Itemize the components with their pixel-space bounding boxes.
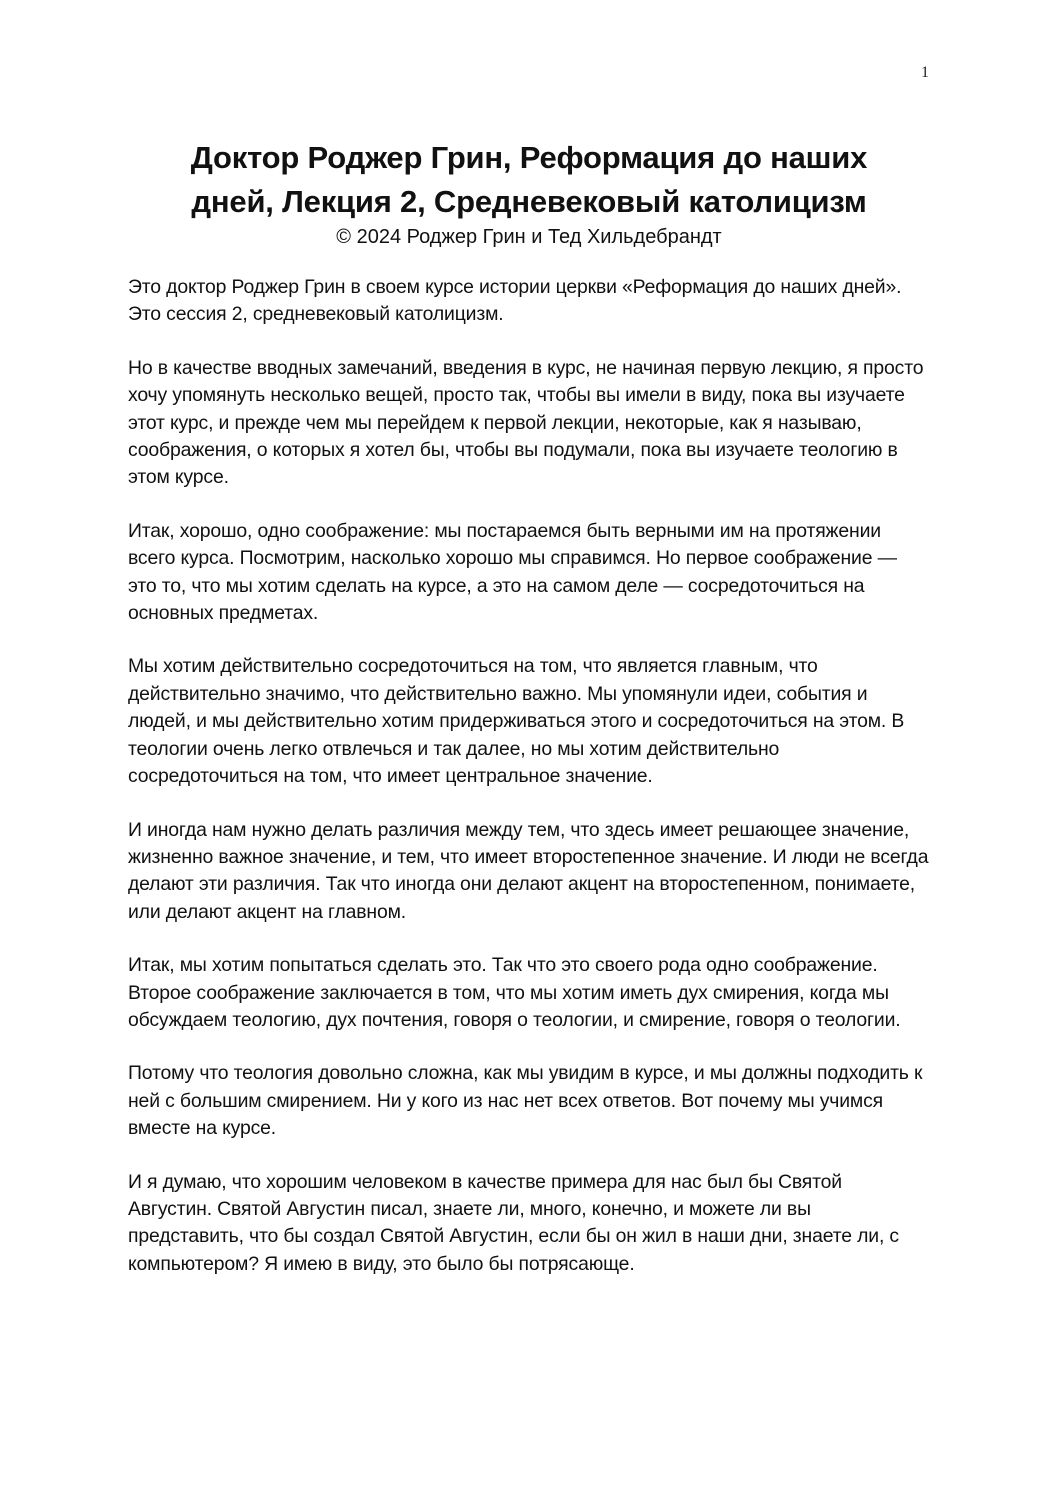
paragraph-4: Мы хотим действительно сосредоточиться на том, что является главным, что действительно значимо, что действительно важно. Мы упомянули идеи, события и людей, и мы действительно хотим придерживаться этого и сосредоточиться на этом. В теологии очень легко отвлечься и так далее, но мы хотим действительно сосредоточиться на том, что имеет центральное значение.	[128, 655, 905, 788]
document-body	[128, 274, 930, 1304]
copyright-line: © 2024 Роджер Грин и Тед Хильдебрандт	[336, 226, 722, 248]
paragraph-7: Потому что теология довольно сложна, как мы увидим в курсе, и мы должны подходить к ней с большим смирением. Ни у кого из нас нет всех ответов. Вот почему мы учимся вместе на курсе.	[128, 1062, 923, 1140]
document-title	[128, 136, 930, 224]
paragraph-1: Это доктор Роджер Грин в своем курсе истории церкви «Реформация до наших дней». Это сессия 2, средневековый католицизм.	[128, 276, 902, 326]
page-number: 1	[921, 64, 929, 81]
document-title-line-1: Доктор Роджер Грин, Реформация до наших	[190, 140, 868, 175]
paragraph-3: Итак, хорошо, одно соображение: мы постараемся быть верными им на протяжении всего курса. Посмотрим, насколько хорошо мы справимся. Но первое соображение — это то, что мы хотим сделать на курсе, а это на самом деле — сосредоточиться на основных предметах.	[128, 519, 897, 625]
paragraph-8: И я думаю, что хорошим человеком в качестве примера для нас был бы Святой Августин. Святой Августин писал, знаете ли, много, конечно, и можете ли вы представить, что бы создал Святой Августин, если бы он жил в наши дни, знаете ли, с компьютером? Я имею в виду, это было бы потрясающе.	[128, 1170, 899, 1275]
paragraph-2: Но в качестве вводных замечаний, введения в курс, не начиная первую лекцию, я просто хочу упомянуть несколько вещей, просто так, чтобы вы имели в виду, пока вы изучаете этот курс, и прежде чем мы перейдем к первой лекции, некоторые, как я называю, соображения, о которых я хотел бы, чтобы вы подумали, пока вы изучаете теологию в этом курсе.	[128, 356, 924, 489]
paragraph-5: И иногда нам нужно делать различия между тем, что здесь имеет решающее значение, жизненно важное значение, и тем, что имеет второстепенное значение. И люди не всегда делают эти различия. Так что иногда они делают акцент на второстепенном, понимаете, или делают акцент на главном.	[128, 818, 929, 923]
document-title-line-2: дней, Лекция 2, Средневековый католицизм	[191, 184, 867, 219]
paragraph-6: Итак, мы хотим попытаться сделать это. Так что это своего рода одно соображение. Второе соображение заключается в том, что мы хотим иметь дух смирения, когда мы обсуждаем теологию, дух почтения, говоря о теологии, и смирение, говоря о теологии.	[128, 954, 901, 1031]
document-header	[128, 136, 930, 250]
